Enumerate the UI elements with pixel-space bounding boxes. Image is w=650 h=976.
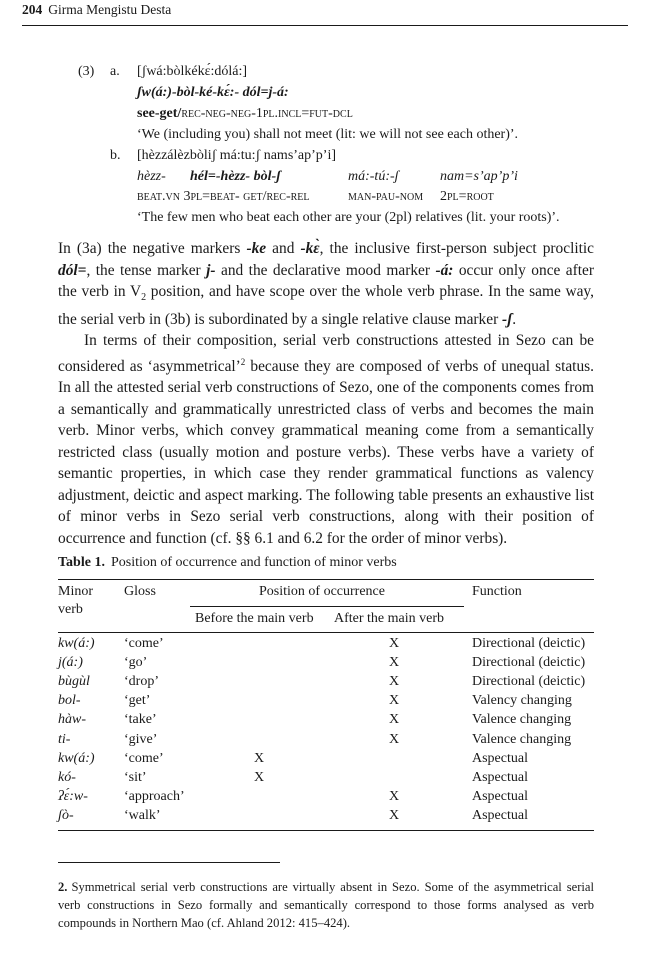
table-label: Table 1.: [58, 555, 105, 570]
table-row: bol- ‘get’ X Valency changing: [58, 693, 572, 708]
header-after: After the main verb: [334, 611, 445, 626]
footnote: [58, 878, 594, 932]
table-row: ʔɛ́:w- ‘approach’ X Aspectual: [58, 789, 528, 804]
example-b-morpheme-1: hèzz-: [137, 169, 166, 184]
example-a-translation: ‘We (including you) shall not meet (lit: we will not see each other)’.: [137, 127, 519, 142]
table-bottom-rule: [58, 830, 594, 831]
example-b-phonetic: [hèzzálèzbòliʃ má:tu:ʃ nams’ap’p’i]: [137, 148, 337, 163]
example-a-gloss-tags: rec-neg-neg-1pl.incl=fut-dcl: [181, 106, 353, 121]
example-b-gloss-3: 2pl=root: [440, 189, 494, 204]
example-a-gloss: [137, 104, 353, 123]
table-row: ti- ‘give’ X Valence changing: [58, 732, 572, 747]
header-before: Before the main verb: [195, 611, 314, 626]
example-b-gloss-1: beat.vn 3pl=beat- get/rec-rel: [137, 189, 310, 204]
paragraph-1: In (3a) the negative markers -ke and -kɛ̀, the inclusive first-person subject proclitic dól=, the tense marker j- and the declarative mood marker -á: occur only once after the verb in $V_2$ position, and have scope over the whole verb phrase. In the same way, the serial verb in (3b) is subordinated by a single relative clause marker -ʃ.: [58, 240, 595, 328]
table-caption-text: Position of occurrence and function of minor verbs: [110, 555, 397, 570]
page-number: 204: [22, 2, 43, 17]
table-row: kw(á:) ‘come’ X Aspectual: [58, 751, 528, 766]
header-gloss: Gloss: [124, 584, 156, 599]
example-b-gloss-2: man-pau-nom: [348, 189, 424, 204]
table-row: kó- ‘sit’ X Aspectual: [58, 770, 528, 785]
header-position: Position of occurrence: [259, 584, 385, 599]
table-row: j(á:) ‘go’ X Directional (deictic): [58, 655, 586, 670]
example-a-letter: a.: [110, 64, 120, 79]
example-a-phonetic: [ʃwá:bòlkékɛ́:dólá:]: [137, 64, 248, 79]
example-b-morpheme-2: hél=-hèzz- bòl-ʃ: [190, 169, 281, 184]
table-row: hàw- ‘take’ X Valence changing: [58, 712, 572, 727]
table-caption: [58, 555, 397, 571]
footnote-number: 2.: [58, 880, 68, 894]
example-a-gloss-verbs: see-get/: [137, 106, 182, 121]
table-sub-rule: [190, 606, 464, 607]
paragraph-2: In terms of their composition, serial verb constructions attested in Sezo can be considered as ‘asymmetrical’$^2$ because they are composed of verbs of unequal status. In all the attested serial verb constructions of Sezo, one of the components comes from a semantically and grammatically unrestricted class of verbs and becomes the main verb. Minor verbs, which convey grammatical meaning come from a semantically restricted class (usually motion and posture verbs). These verbs have a variety of semantic properties, in which case they render grammatical functions as valency adjustment, deictic and aspect marking. The following table presents an exhaustive list of minor verbs in Sezo serial verb constructions, along with their position of occurrence and function (cf. §§ 6.1 and 6.2 for the order of minor verbs).: [58, 332, 594, 547]
header-verb: verb: [58, 602, 83, 617]
header-minor: Minor: [58, 584, 93, 599]
table-row: ʃò- ‘walk’ X Aspectual: [58, 808, 528, 823]
running-author: Girma Mengistu Desta: [48, 2, 172, 17]
table-header-rule: [58, 632, 594, 633]
running-header: [22, 2, 171, 18]
table-row: kw(á:) ‘come’ X Directional (deictic): [58, 636, 586, 651]
example-b-translation: ‘The few men who beat each other are your (2pl) relatives (lit. your roots)’.: [137, 210, 560, 225]
footnote-text: Symmetrical serial verb constructions are virtually absent in Sezo. Some of the asymmetrical serial verb constructions in Sezo formally and semantically correspond to those forms analysed as verb compounds in Northern Mao (cf. Ahland 2012: 415–424).: [58, 880, 594, 930]
example-number: (3): [78, 64, 95, 79]
header-rule: [22, 25, 628, 26]
example-b-morpheme-4: nam=s’ap’p’i: [440, 169, 518, 184]
example-a-morphemes: ʃw(á:)-bòl-ké-kɛ́:- dól=j-á:: [137, 85, 289, 100]
body-text: [58, 238, 594, 549]
header-function: Function: [472, 584, 522, 599]
table-row: bùgùl ‘drop’ X Directional (deictic): [58, 674, 586, 689]
table-top-rule: [58, 579, 594, 580]
footnote-rule: [58, 862, 280, 863]
example-b-morpheme-3: má:-tú:-ʃ: [348, 169, 399, 184]
example-b-letter: b.: [110, 148, 121, 163]
